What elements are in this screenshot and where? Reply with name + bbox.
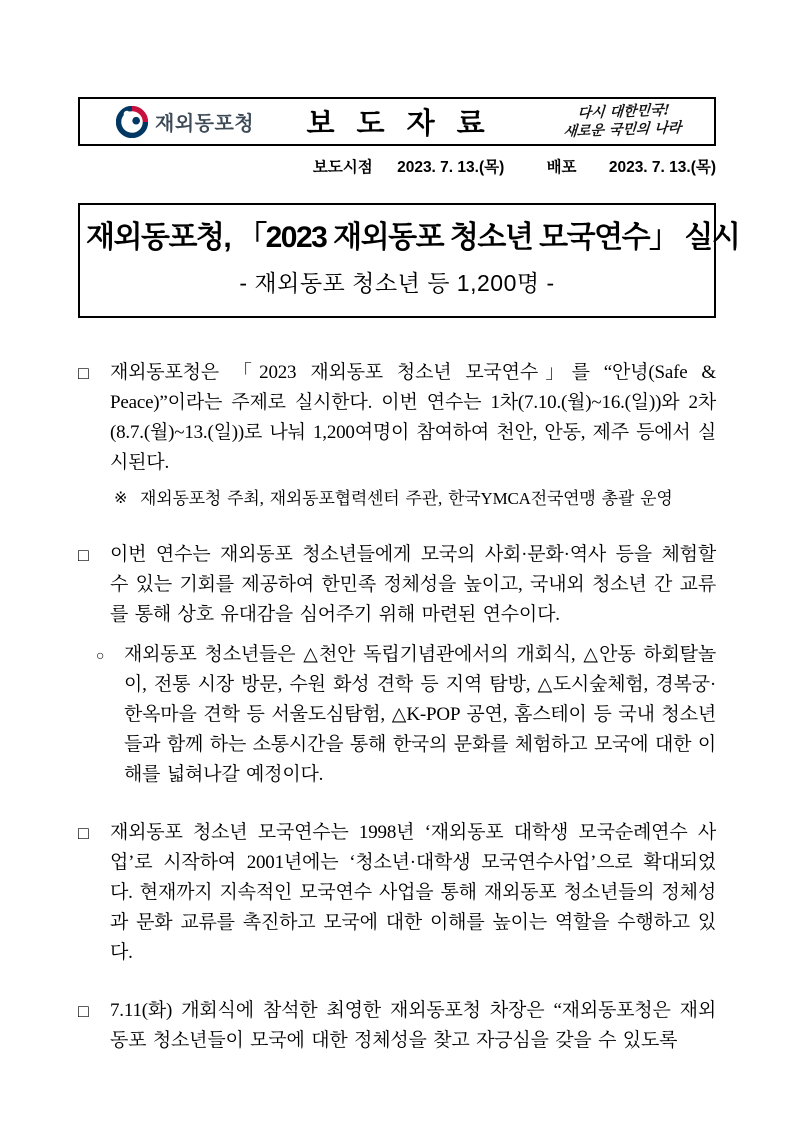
paragraph xyxy=(78,996,716,1056)
document-type-title: 보 도 자 료 xyxy=(306,108,492,140)
masthead-box xyxy=(78,97,716,146)
government-emblem-icon xyxy=(116,106,148,138)
square-bullet: □ xyxy=(78,362,89,383)
distribution-date-label: 배포 xyxy=(546,159,577,176)
paragraph-text: 7.11(화) 개회식에 참석한 최영한 재외동포청 차장은 “재외동포청은 재외동포 청소년들이 모국에 대한 정체성을 찾고 자긍심을 갖을 수 있도록 xyxy=(110,999,716,1051)
paragraph xyxy=(78,818,716,968)
paragraph xyxy=(78,358,716,478)
paragraph xyxy=(78,540,716,630)
paragraph-text: 재외동포 청소년 모국연수는 1998년 ‘재외동포 대학생 모국순례연수 사업’로 시작하여 2001년에는 ‘청소년·대학생 모국연수사업’으로 확대되었다. 현재까지 지속적인 모국연수 사업을 통해 재외동포 청소년들의 정체성과 문화 교류를 촉진하고 모국에 대한 이해를 높이는 역할을 수행하고 있다. xyxy=(110,821,716,963)
headline-box xyxy=(78,203,740,318)
square-bullet: □ xyxy=(78,1000,89,1021)
paragraph-text: 이번 연수는 재외동포 청소년들에게 모국의 사회·문화·역사 등을 체험할 수 있는 기회를 제공하여 한민족 정체성을 높이고, 국내외 청소년 간 교류를 통해 상호 유대감을 심어주기 위해 마련된 연수이다. xyxy=(110,543,716,625)
reference-note-text: 재외동포청 주최, 재외동포협력센터 주관, 한국YMCA전국연맹 총괄 운영 xyxy=(140,488,673,508)
sub-paragraph xyxy=(78,640,716,790)
square-bullet: □ xyxy=(78,822,89,843)
date-row xyxy=(78,155,716,177)
press-release-title: 재외동포청, 「2023 재외동포 청소년 모국연수」 실시 xyxy=(86,221,740,254)
slogan-line-2: 새로운 국민의 나라 xyxy=(562,120,682,141)
circle-bullet: ○ xyxy=(96,648,105,664)
square-bullet: □ xyxy=(78,544,89,565)
slogan-line-1: 다시 대한민국! xyxy=(577,102,671,122)
reference-note xyxy=(78,486,716,512)
agency-logo xyxy=(116,106,254,138)
government-slogan xyxy=(543,100,703,142)
press-release-subtitle: - 재외동포 청소년 등 1,200명 - xyxy=(239,269,555,296)
paragraph-text: 재외동포청은 「2023 재외동포 청소년 모국연수」를 “안녕(Safe & Peace)”이라는 주제로 실시한다. 이번 연수는 1차(7.10.(월)~16.(일))와 2차(8.7.(월)~13.(일))로 나눠 1,200여명이 참여하여 천안, 안동, 제주 등에서 실시된다. xyxy=(110,361,716,473)
reference-mark: ※ xyxy=(114,489,128,507)
release-date-label: 보도시점 xyxy=(312,159,373,176)
sub-paragraph-text: 재외동포 청소년들은 △천안 독립기념관에서의 개회식, △안동 하회탈놀이, 전통 시장 방문, 수원 화성 견학 등 지역 탐방, △도시숲체험, 경복궁·한옥마을 견학 등 서울도심탐험, △K-POP 공연, 홈스테이 등 국내 청소년들과 함께 하는 소통시간을 통해 한국의 문화를 체험하고 모국에 대한 이해를 넓혀나갈 예정이다. xyxy=(124,643,716,785)
release-date-value: 2023. 7. 13.(목) xyxy=(397,159,505,176)
body-text-area xyxy=(78,358,716,1056)
distribution-date-value: 2023. 7. 13.(목) xyxy=(608,159,716,176)
agency-name: 재외동포청 xyxy=(155,113,255,135)
